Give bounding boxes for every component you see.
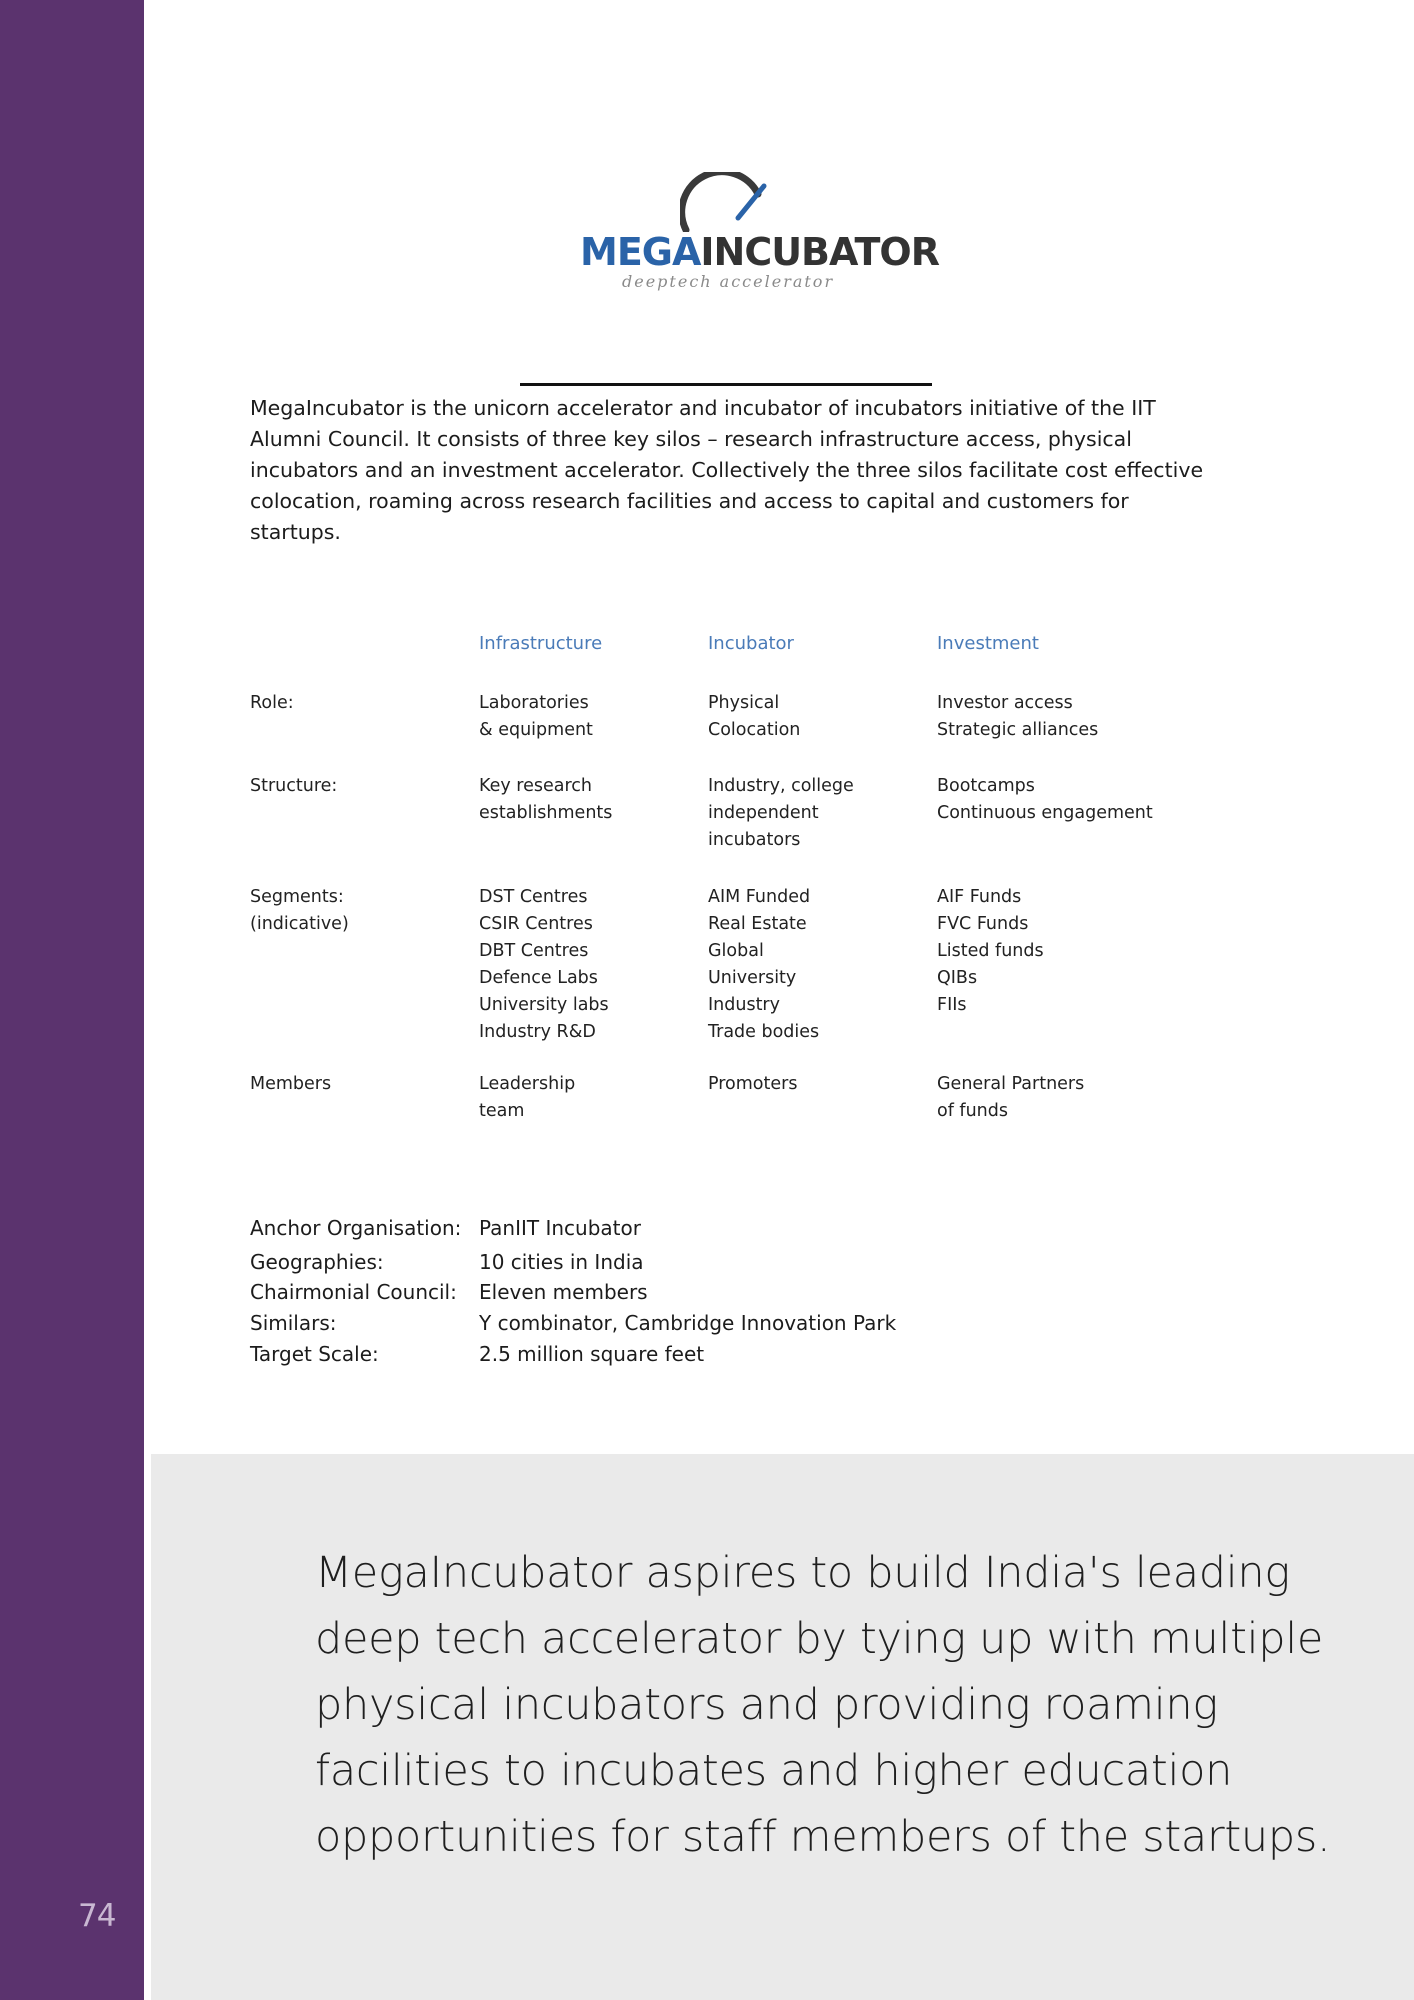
fact-value: 2.5 million square feet <box>479 1342 705 1366</box>
fact-label: Anchor Organisation: <box>250 1216 462 1240</box>
table-cell-line: Colocation <box>708 720 801 740</box>
callout-line: opportunities for staff members of the startups. <box>315 1812 1331 1862</box>
callout-line: deep tech accelerator by tying up with multiple <box>315 1614 1324 1664</box>
table-cell-line: Global <box>708 941 764 961</box>
intro-line: MegaIncubator is the unicorn accelerator and incubator of incubators initiative of the IIT <box>250 396 1156 420</box>
divider-rule <box>520 383 932 386</box>
column-heading: Infrastructure <box>479 633 603 654</box>
callout-text <box>315 1540 1331 1870</box>
intro-line: colocation, roaming across research facilities and access to capital and customers for <box>250 489 1129 513</box>
row-label: (indicative) <box>250 914 349 934</box>
table-cell-line: Trade bodies <box>708 1022 820 1042</box>
table-cell-line: Real Estate <box>708 914 807 934</box>
table-cell-line: DST Centres <box>479 887 588 907</box>
callout-line: MegaIncubator aspires to build India's leading <box>315 1548 1290 1598</box>
logo-wordmark <box>580 230 939 274</box>
table-cell-line: team <box>479 1101 525 1121</box>
fact-label: Geographies: <box>250 1250 384 1274</box>
fact-label: Chairmonial Council: <box>250 1280 457 1304</box>
logo-tagline: deeptech accelerator <box>622 272 835 291</box>
callout-line: facilities to incubates and higher education <box>315 1746 1233 1796</box>
table-cell-line: incubators <box>708 830 801 850</box>
table-cell-line: independent <box>708 803 819 823</box>
row-label: Segments: <box>250 887 344 907</box>
fact-label: Similars: <box>250 1311 337 1335</box>
table-cell-line: Investor access <box>937 693 1073 713</box>
table-cell-line: Industry, college <box>708 776 854 796</box>
table-cell-line: QIBs <box>937 968 978 988</box>
fact-value: 10 cities in India <box>479 1250 644 1274</box>
table-cell-line: AIM Funded <box>708 887 811 907</box>
table-cell-line: Laboratories <box>479 693 589 713</box>
table-cell-line: General Partners <box>937 1074 1085 1094</box>
table-cell-line: Listed funds <box>937 941 1044 961</box>
intro-line: Alumni Council. It consists of three key silos – research infrastructure access, physical <box>250 427 1132 451</box>
table-cell-line: Physical <box>708 693 780 713</box>
page-number: 74 <box>78 1898 116 1934</box>
table-cell-line: Industry <box>708 995 780 1015</box>
callout-box <box>151 1454 1414 2000</box>
table-cell-line: FVC Funds <box>937 914 1029 934</box>
column-heading: Investment <box>937 633 1039 654</box>
logo-word-incubator: INCUBATOR <box>700 230 939 274</box>
row-label: Structure: <box>250 776 338 796</box>
intro-line: incubators and an investment accelerator. Collectively the three silos facilitate cost effective <box>250 458 1204 482</box>
row-label: Members <box>250 1074 332 1094</box>
table-cell-line: University labs <box>479 995 609 1015</box>
table-cell-line: of funds <box>937 1101 1008 1121</box>
table-cell-line: Defence Labs <box>479 968 598 988</box>
table-cell-line: Continuous engagement <box>937 803 1153 823</box>
table-cell-line: FIIs <box>937 995 967 1015</box>
logo-word-mega: MEGA <box>580 230 701 274</box>
fact-value: Eleven members <box>479 1280 648 1304</box>
row-label: Role: <box>250 693 294 713</box>
table-cell-line: establishments <box>479 803 613 823</box>
table-cell-line: Bootcamps <box>937 776 1035 796</box>
column-heading: Incubator <box>708 633 794 654</box>
callout-line: physical incubators and providing roaming <box>315 1680 1218 1730</box>
table-cell-line: Industry R&D <box>479 1022 596 1042</box>
fact-value: PanIIT Incubator <box>479 1216 641 1240</box>
table-cell-line: & equipment <box>479 720 593 740</box>
table-cell-line: Leadership <box>479 1074 576 1094</box>
intro-paragraph <box>250 393 1210 548</box>
table-cell-line: Key research <box>479 776 592 796</box>
fact-value: Y combinator, Cambridge Innovation Park <box>479 1311 897 1335</box>
sidebar-band <box>0 0 144 2000</box>
table-cell-line: Promoters <box>708 1074 798 1094</box>
table-cell-line: DBT Centres <box>479 941 589 961</box>
table-cell-line: CSIR Centres <box>479 914 593 934</box>
fact-label: Target Scale: <box>250 1342 379 1366</box>
table-cell-line: Strategic alliances <box>937 720 1099 740</box>
table-cell-line: AIF Funds <box>937 887 1022 907</box>
logo-gauge-icon <box>680 172 770 232</box>
table-cell-line: University <box>708 968 797 988</box>
intro-line: startups. <box>250 520 341 544</box>
